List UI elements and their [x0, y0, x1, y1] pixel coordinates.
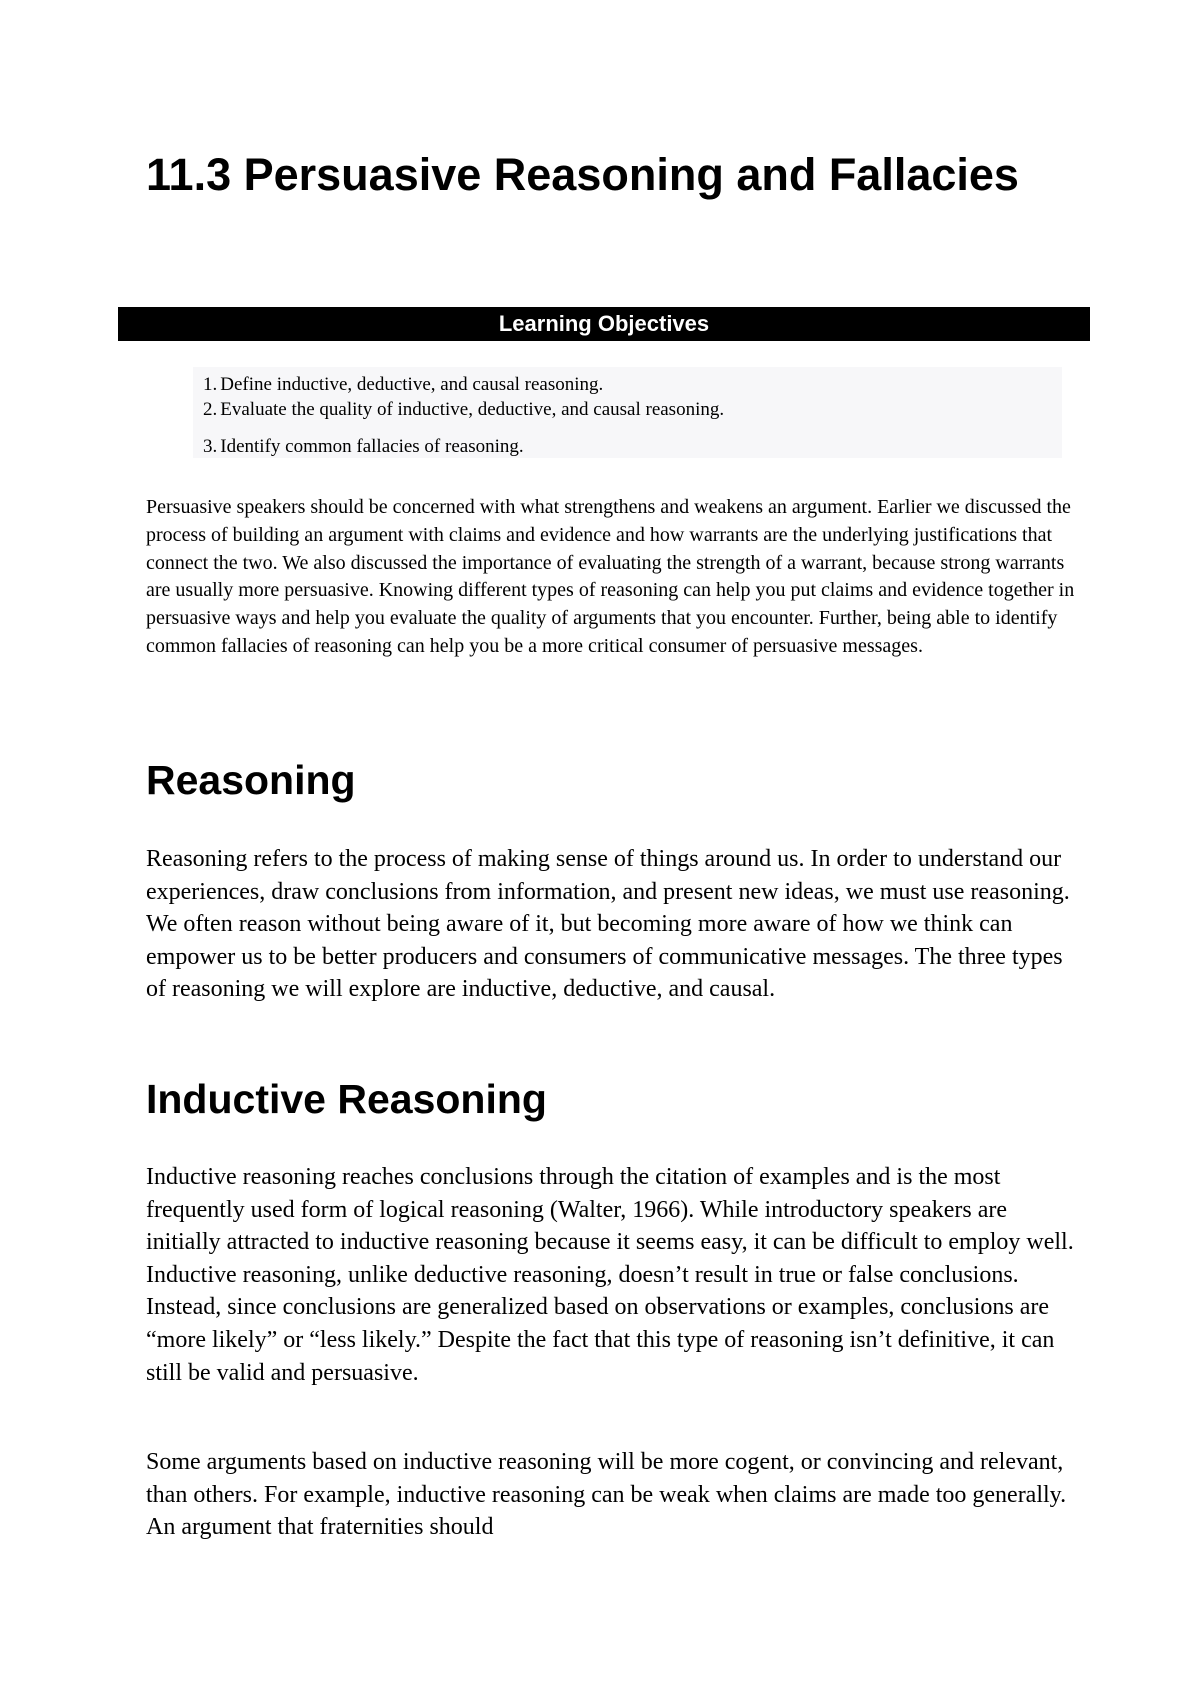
- intro-paragraph: Persuasive speakers should be concerned with what strengthens and weakens an argument. Earlier we discussed the process of building an argument with claims and evidence and how warrants are the underlying justifications that connect the two. We also discussed the importance of evaluating the strength of a warrant, because strong warrants are usually more persuasive. Knowing different types of reasoning can help you put claims and evidence together in persuasive ways and help you evaluate the quality of arguments that you encounter. Further, being able to identify common fallacies of reasoning can help you be a more critical consumer of persuasive messages.: [146, 496, 1075, 657]
- list-item: [203, 436, 524, 458]
- inductive-paragraph-2: Some arguments based on inductive reasoning will be more cogent, or convincing and relevant, than others. For example, inductive reasoning can be weak when claims are made too generally. An argument that fraternities should: [146, 1449, 1067, 1541]
- list-item: [203, 399, 724, 421]
- list-item: [203, 374, 603, 396]
- page-title: 11.3 Persuasive Reasoning and Fallacies: [146, 149, 1019, 200]
- section-heading-reasoning: Reasoning: [146, 757, 356, 803]
- list-item-text: Identify common fallacies of reasoning.: [220, 436, 524, 457]
- list-item-text: Define inductive, deductive, and causal reasoning.: [220, 374, 604, 395]
- list-item-number: 2.: [203, 399, 218, 420]
- reasoning-paragraph: Reasoning refers to the process of making sense of things around us. In order to understand our experiences, draw conclusions from information, and present new ideas, we must use reasoning. We often reason without being aware of it, but becoming more aware of how we think can empower us to be better producers and consumers of communicative messages. The three types of reasoning we will explore are inductive, deductive, and causal.: [146, 846, 1070, 1003]
- inductive-paragraph-1: Inductive reasoning reaches conclusions through the citation of examples and is the most frequently used form of logical reasoning (Walter, 1966). While introductory speakers are initially attracted to inductive reasoning because it seems easy, it can be difficult to employ well. Inductive reasoning, unlike deductive reasoning, doesn’t result in true or false conclusions. Instead, since conclusions are generalized based on observations or examples, conclusions are “more likely” or “less likely.” Despite the fact that this type of reasoning isn’t definitive, it can still be valid and persuasive.: [146, 1164, 1074, 1386]
- list-item-number: 3.: [203, 436, 218, 457]
- list-item-number: 1.: [203, 374, 218, 395]
- section-heading-inductive-reasoning: Inductive Reasoning: [146, 1076, 547, 1122]
- list-item-text: Evaluate the quality of inductive, deductive, and causal reasoning.: [220, 399, 725, 420]
- learning-objectives-list: [193, 367, 1062, 458]
- learning-objectives-heading: Learning Objectives: [118, 307, 1090, 341]
